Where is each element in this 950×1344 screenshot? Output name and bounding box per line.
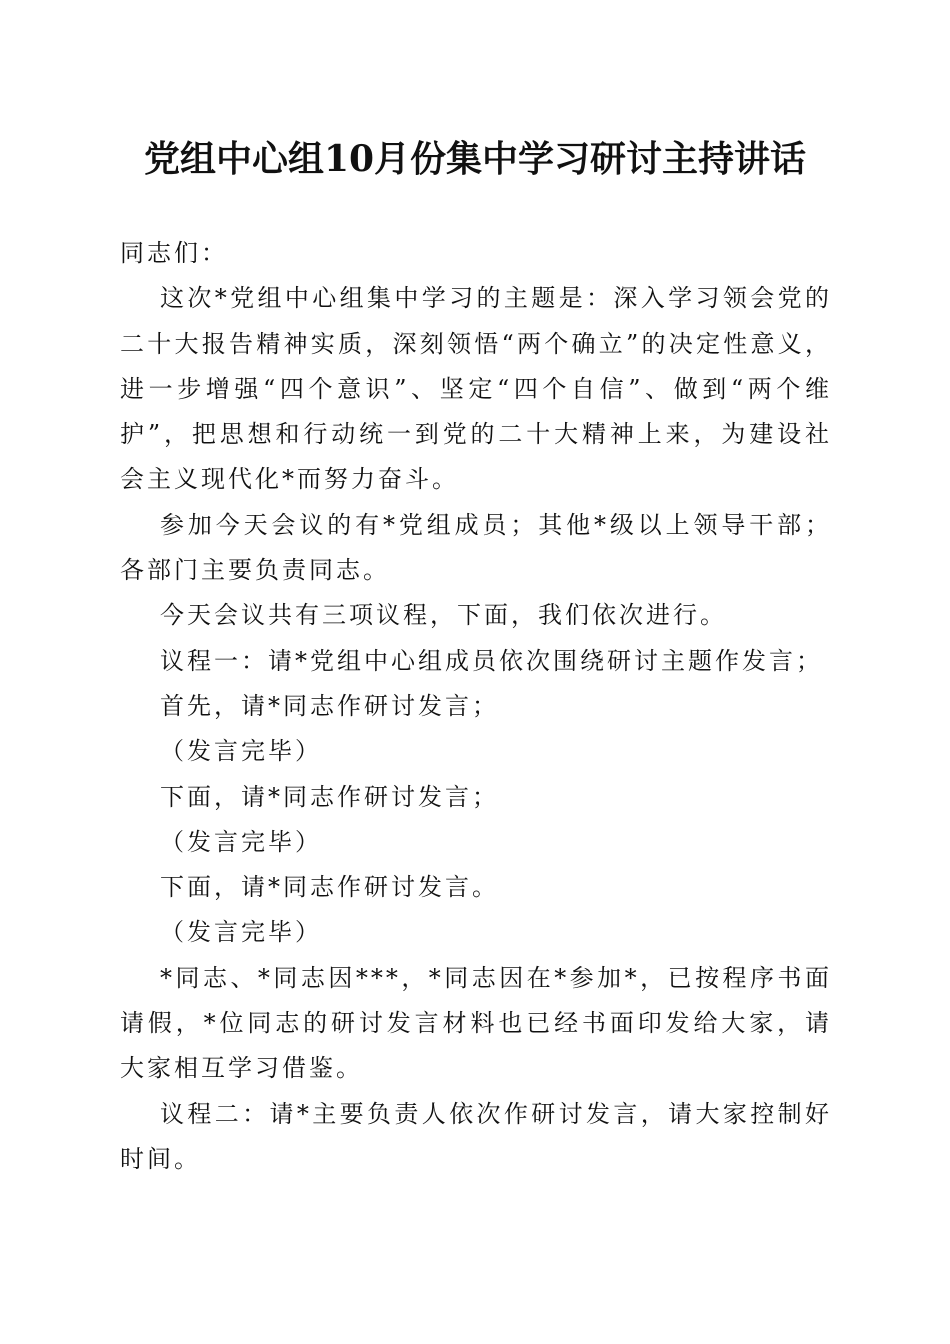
paragraph-leave-notice: *同志、*同志因***，*同志因在*参加*，已按程序书面请假，*位同志的研讨发言材料也已经书面印发给大家，请大家相互学习借鉴。	[120, 963, 832, 1083]
paragraph-attendees: 参加今天会议的有*党组成员；其他*级以上领导干部；各部门主要负责同志。	[120, 510, 832, 585]
paragraph-speech-finished: （发言完毕）	[160, 827, 322, 856]
paragraph-agenda-one: 议程一：请*党组中心组成员依次围绕研讨主题作发言；	[160, 646, 823, 675]
paragraph-agenda-two: 议程二：请*主要负责人依次作研讨发言，请大家控制好时间。	[120, 1099, 832, 1173]
salutation: 同志们：	[120, 239, 228, 267]
document-body	[120, 231, 832, 1182]
paragraph-speech-finished: （发言完毕）	[160, 918, 322, 947]
paragraph-speech-finished: （发言完毕）	[160, 737, 322, 766]
paragraph-first-speaker: 首先，请*同志作研讨发言；	[160, 691, 499, 720]
paragraph-next-speaker: 下面，请*同志作研讨发言。	[160, 873, 499, 902]
document-title: 党组中心组10月份集中学习研讨主持讲话	[143, 138, 807, 180]
paragraph-next-speaker: 下面，请*同志作研讨发言；	[160, 782, 499, 811]
paragraph-theme: 这次*党组中心组集中学习的主题是：深入学习领会党的二十大报告精神实质，深刻领悟“两个确立”的决定性意义，进一步增强“四个意识”、坚定“四个自信”、做到“两个维护”，把思想和行动统一到党的二十大精神上来，为建设社会主义现代化*而努力奋斗。	[120, 284, 832, 494]
paragraph-agenda-intro: 今天会议共有三项议程，下面，我们依次进行。	[160, 601, 727, 630]
